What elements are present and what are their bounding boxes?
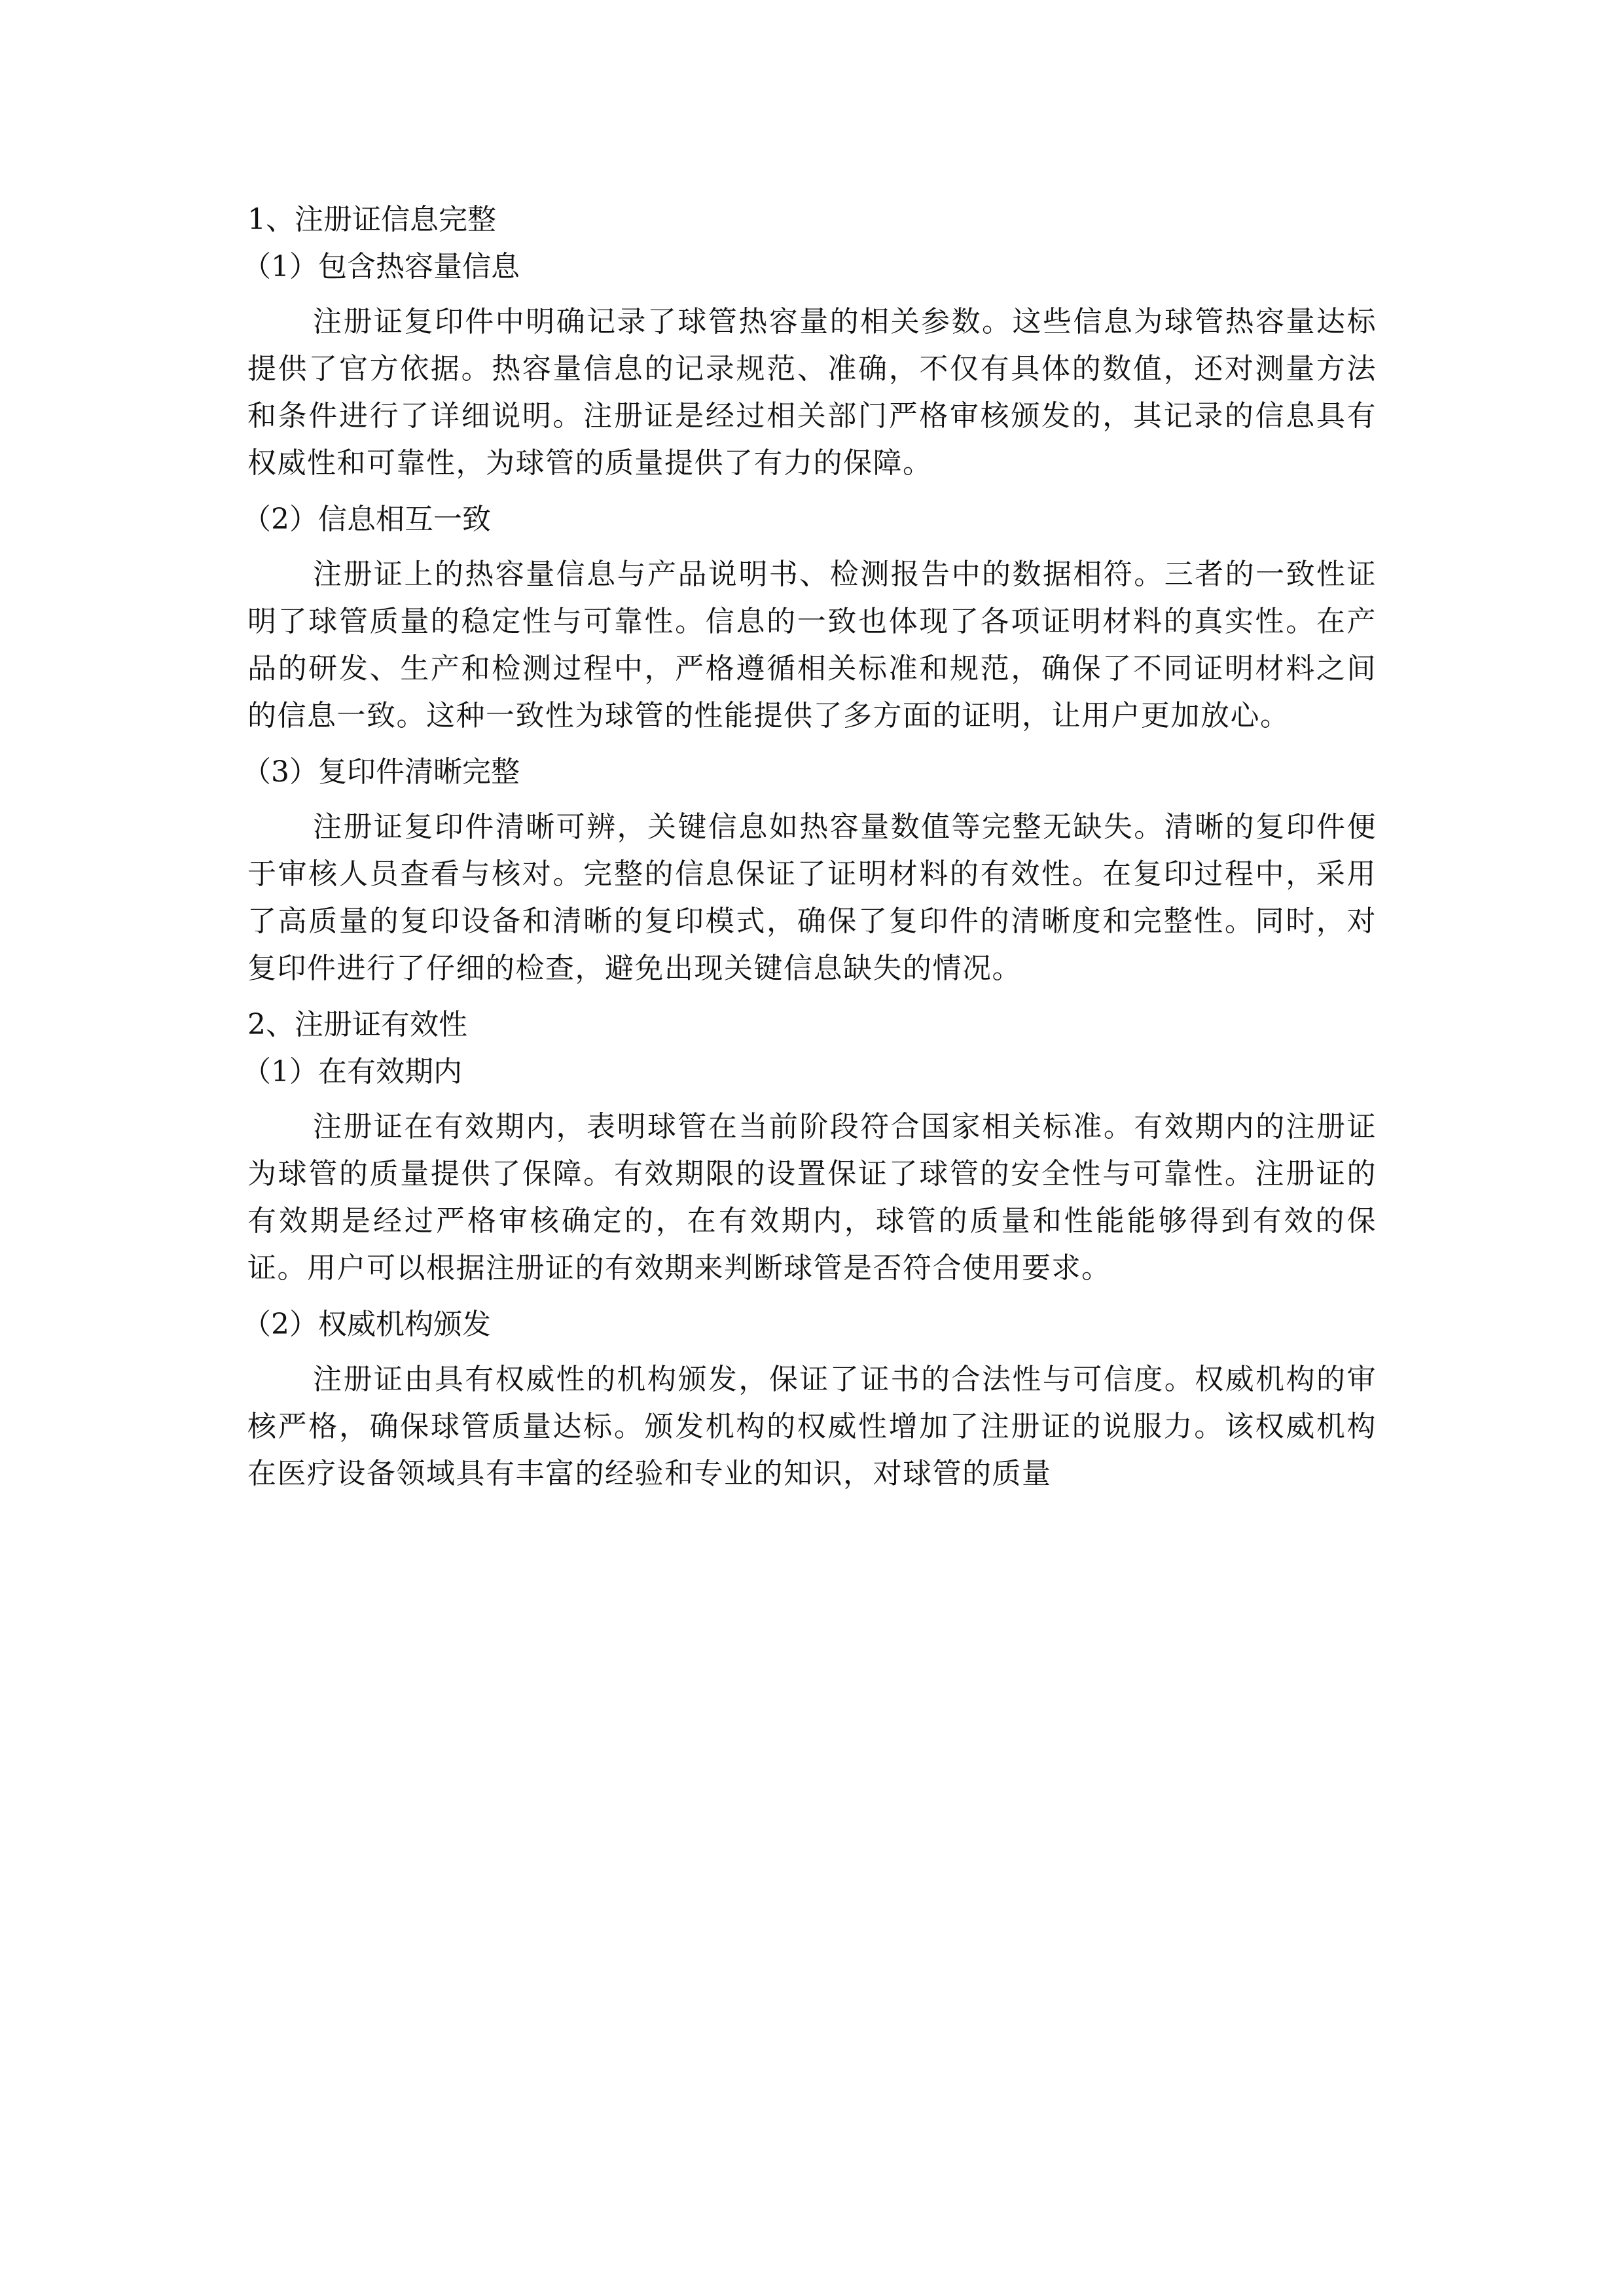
subsection-1-1-paragraph: 注册证复印件中明确记录了球管热容量的相关参数。这些信息为球管热容量达标提供了官方依据。热容量信息的记录规范、准确，不仅有具体的数值，还对测量方法和条件进行了详细说明。注册证是经过相关部门严格审核颁发的，其记录的信息具有权威性和可靠性，为球管的质量提供了有力的保障。 bbox=[247, 305, 1377, 480]
subsection-1-2-heading: （2）信息相互一致 bbox=[242, 503, 491, 536]
document-body bbox=[242, 196, 1377, 1507]
section-2-heading: 2、注册证有效性 bbox=[247, 1008, 467, 1041]
subsection-2-2-paragraph: 注册证由具有权威性的机构颁发，保证了证书的合法性与可信度。权威机构的审核严格，确保球管质量达标。颁发机构的权威性增加了注册证的说服力。该权威机构在医疗设备领域具有丰富的经验和专业的知识，对球管的质量 bbox=[247, 1363, 1377, 1490]
subsection-1-3-paragraph: 注册证复印件清晰可辨，关键信息如热容量数值等完整无缺失。清晰的复印件便于审核人员查看与核对。完整的信息保证了证明材料的有效性。在复印过程中，采用了高质量的复印设备和清晰的复印模式，确保了复印件的清晰度和完整性。同时，对复印件进行了仔细的检查，避免出现关键信息缺失的情况。 bbox=[247, 810, 1377, 985]
section-1-heading: 1、注册证信息完整 bbox=[247, 203, 496, 236]
section-1 bbox=[242, 196, 1377, 992]
subsection-1-2-paragraph: 注册证上的热容量信息与产品说明书、检测报告中的数据相符。三者的一致性证明了球管质量的稳定性与可靠性。信息的一致也体现了各项证明材料的真实性。在产品的研发、生产和检测过程中，严格遵循相关标准和规范，确保了不同证明材料之间的信息一致。这种一致性为球管的性能提供了多方面的证明，让用户更加放心。 bbox=[247, 558, 1377, 732]
subsection-2-1-heading: （1）在有效期内 bbox=[242, 1055, 462, 1088]
subsection-2-2-heading: （2）权威机构颁发 bbox=[242, 1308, 491, 1341]
subsection-1-1-heading: （1）包含热容量信息 bbox=[242, 250, 520, 283]
section-2 bbox=[242, 1001, 1377, 1498]
subsection-2-1-paragraph: 注册证在有效期内，表明球管在当前阶段符合国家相关标准。有效期内的注册证为球管的质量提供了保障。有效期限的设置保证了球管的安全性与可靠性。注册证的有效期是经过严格审核确定的，在有效期内，球管的质量和性能能够得到有效的保证。用户可以根据注册证的有效期来判断球管是否符合使用要求。 bbox=[247, 1110, 1377, 1285]
subsection-1-3-heading: （3）复印件清晰完整 bbox=[242, 755, 520, 789]
